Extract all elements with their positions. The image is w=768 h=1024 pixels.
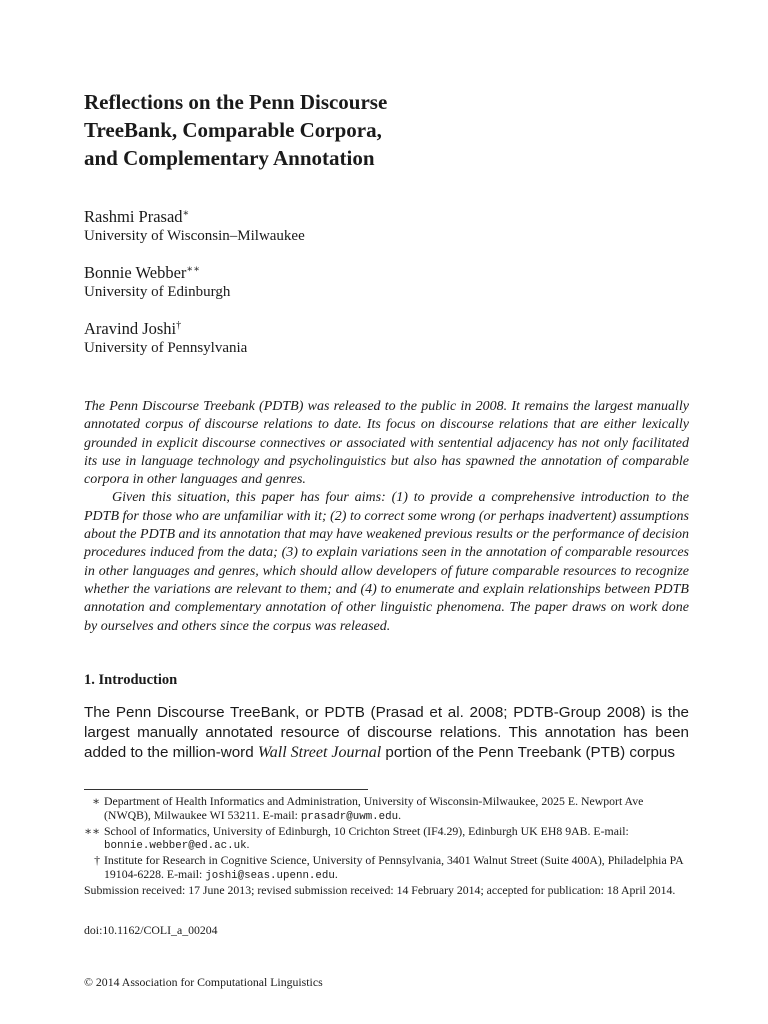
author-block-joshi — [84, 319, 584, 358]
email-link[interactable]: bonnie.webber@ed.ac.uk — [104, 840, 247, 853]
author-block-prasad — [84, 207, 584, 246]
author-block-webber — [84, 263, 584, 302]
intro-paragraph: The Penn Discourse TreeBank, or PDTB (Prasad et al. 2008; PDTB-Group 2008) is the largest manually annotated resource of discourse relations. This annotation has been added to the million-word Wall Street Journal portion of the Penn Treebank (PTB) corpus — [84, 704, 689, 762]
title-line-2: TreeBank, Comparable Corpora, — [84, 118, 382, 142]
footnote-mark: † — [94, 853, 100, 868]
footnote-mark: ∗ — [91, 794, 100, 808]
section-heading: 1. Introduction — [84, 672, 178, 688]
footnote-mark: ∗ — [182, 208, 190, 219]
footnote-prasad: ∗ Department of Health Informatics and Administration, University of Wisconsin-Milwaukee, 2025 E. Newport Ave (NWQB), Milwaukee WI 53211. E-mail: prasadr@uwm.edu. — [84, 795, 689, 825]
title-line-3: and Complementary Annotation — [84, 146, 375, 170]
footnote-joshi: † Institute for Research in Cognitive Science, University of Pennsylvania, 3401 Walnut Street (Suite 400A), Philadelphia PA 19104-6228. E-mail: joshi@seas.upenn.edu. — [84, 854, 689, 884]
abstract-paragraph-1: The Penn Discourse Treebank (PDTB) was released to the public in 2008. It remains the largest manually annotated corpus of discourse relations to date. Its focus on discourse relations that are either lexically grounded in explicit discourse connectives or associated with sentential adjacency has not only facilitated its use in language technology and psycholinguistics but also has spawned the annotation of comparable corpora in other languages and genres. — [84, 399, 689, 488]
footnote-mark: † — [176, 320, 182, 331]
email-link[interactable]: prasadr@uwm.edu — [300, 810, 399, 823]
footnote-mark: ∗∗ — [84, 823, 101, 838]
author-name: Rashmi Prasad∗ — [84, 207, 190, 226]
abstract — [84, 398, 689, 636]
author-affiliation: University of Edinburgh — [84, 284, 231, 300]
doi[interactable]: doi:10.1162/COLI_a_00204 — [84, 923, 218, 937]
paper-title — [84, 88, 644, 172]
abstract-paragraph-2: Given this situation, this paper has four aims: (1) to provide a comprehensive introduction to the PDTB for those who are unfamiliar with it; (2) to correct some wrong (or perhaps inadvertent) assumptions about the PDTB and its annotation that may have weakened previous results or the performance of decision procedures induced from the data; (3) to explain variations seen in the annotation of comparable resources in other languages and genres, which should allow developers of future comparable resources to recognize whether the variations are relevant to them; and (4) to enumerate and explain relationships between PDTB annotation and complementary annotation of other linguistic phenomena. The paper draws on work done by ourselves and others since the corpus was released. — [84, 490, 689, 634]
submission-dates: Submission received: 17 June 2013; revised submission received: 14 February 2014; accepted for publication: 18 April 2014. — [84, 883, 676, 897]
footnote-mark: ∗∗ — [186, 264, 200, 275]
email-link[interactable]: joshi@seas.upenn.edu — [205, 869, 335, 882]
author-affiliation: University of Wisconsin–Milwaukee — [84, 228, 305, 244]
footnote-webber: ∗∗ School of Informatics, University of Edinburgh, 10 Crichton Street (IF4.29), Edinburgh UK EH8 9AB. E-mail: bonnie.webber@ed.ac.uk. — [84, 823, 629, 853]
author-name: Aravind Joshi† — [84, 319, 182, 338]
author-affiliation: University of Pennsylvania — [84, 340, 248, 356]
journal-name: Wall Street Journal — [257, 744, 382, 762]
copyright-notice: © 2014 Association for Computational Linguistics — [84, 975, 323, 989]
title-line-1: Reflections on the Penn Discourse — [84, 90, 388, 114]
footnote-rule — [84, 789, 368, 790]
footnotes — [84, 795, 689, 884]
author-name: Bonnie Webber∗∗ — [84, 263, 200, 282]
